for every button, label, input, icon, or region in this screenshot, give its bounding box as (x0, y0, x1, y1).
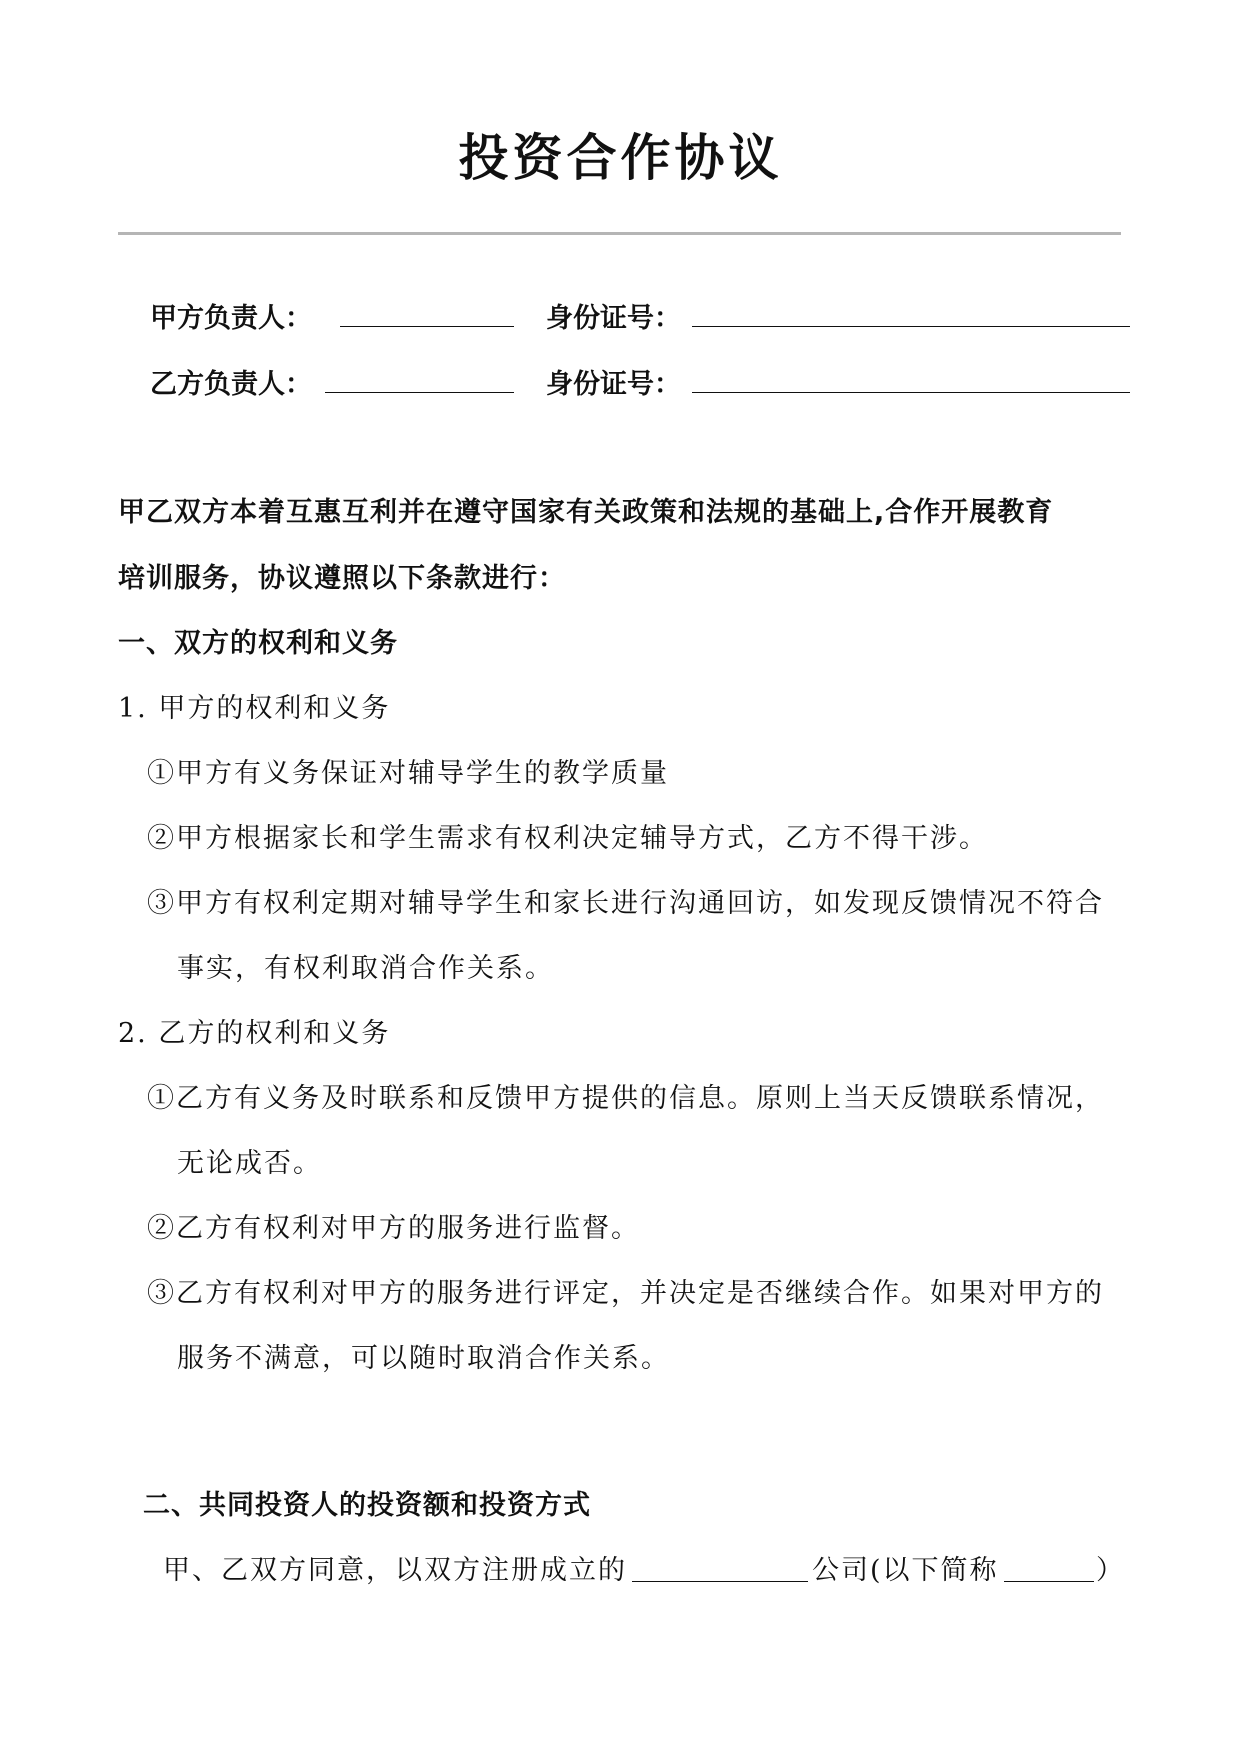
party-b-id-label: 身份证号： (546, 369, 681, 400)
clause-a-3-line-1: ③甲方有权利定期对辅导学生和家长进行沟通回访，如发现反馈情况不符合 (147, 888, 1104, 919)
section-2-para-1-part-2: 公司(以下简称 (812, 1555, 999, 1586)
party-b-id-blank[interactable] (692, 392, 1130, 393)
section-2-title: 二、共同投资人的投资额和投资方式 (143, 1490, 591, 1521)
company-short-name-blank[interactable] (1004, 1581, 1094, 1582)
party-b-name-blank[interactable] (325, 392, 514, 393)
party-a-label: 甲方负责人： (150, 303, 312, 334)
clause-b-3-line-2: 服务不满意，可以随时取消合作关系。 (177, 1343, 670, 1374)
clause-b-1-line-1: ①乙方有义务及时联系和反馈甲方提供的信息。原则上当天反馈联系情况， (147, 1083, 1104, 1114)
intro-line-1: 甲乙双方本着互惠互利并在遵守国家有关政策和法规的基础上,合作开展教育 (118, 497, 1054, 528)
clause-b-2: ②乙方有权利对甲方的服务进行监督。 (147, 1213, 640, 1244)
section-1-title: 一、双方的权利和义务 (118, 628, 398, 659)
clause-a-1: ①甲方有义务保证对辅导学生的教学质量 (147, 758, 669, 789)
clause-a-3-line-2: 事实，有权利取消合作关系。 (177, 953, 554, 984)
party-a-id-label: 身份证号： (546, 303, 681, 334)
clause-b-1-line-2: 无论成否。 (177, 1148, 322, 1179)
section-2-para-1-part-1: 甲、乙双方同意，以双方注册成立的 (163, 1555, 627, 1586)
clause-a-2: ②甲方根据家长和学生需求有权利决定辅导方式，乙方不得干涉。 (147, 823, 988, 854)
party-a-id-blank[interactable] (692, 326, 1130, 327)
title-divider (118, 232, 1121, 235)
company-name-blank[interactable] (632, 1581, 808, 1582)
clause-b-3-line-1: ③乙方有权利对甲方的服务进行评定，并决定是否继续合作。如果对甲方的 (147, 1278, 1104, 1309)
intro-line-2: 培训服务，协议遵照以下条款进行： (118, 563, 566, 594)
section-1-sub-1: 1. 甲方的权利和义务 (118, 693, 391, 724)
party-a-name-blank[interactable] (340, 326, 514, 327)
party-b-label: 乙方负责人： (150, 369, 312, 400)
section-2-para-1-part-3: ） (1096, 1555, 1125, 1586)
section-1-sub-2: 2. 乙方的权利和义务 (118, 1018, 391, 1049)
document-title: 投资合作协议 (458, 129, 783, 187)
